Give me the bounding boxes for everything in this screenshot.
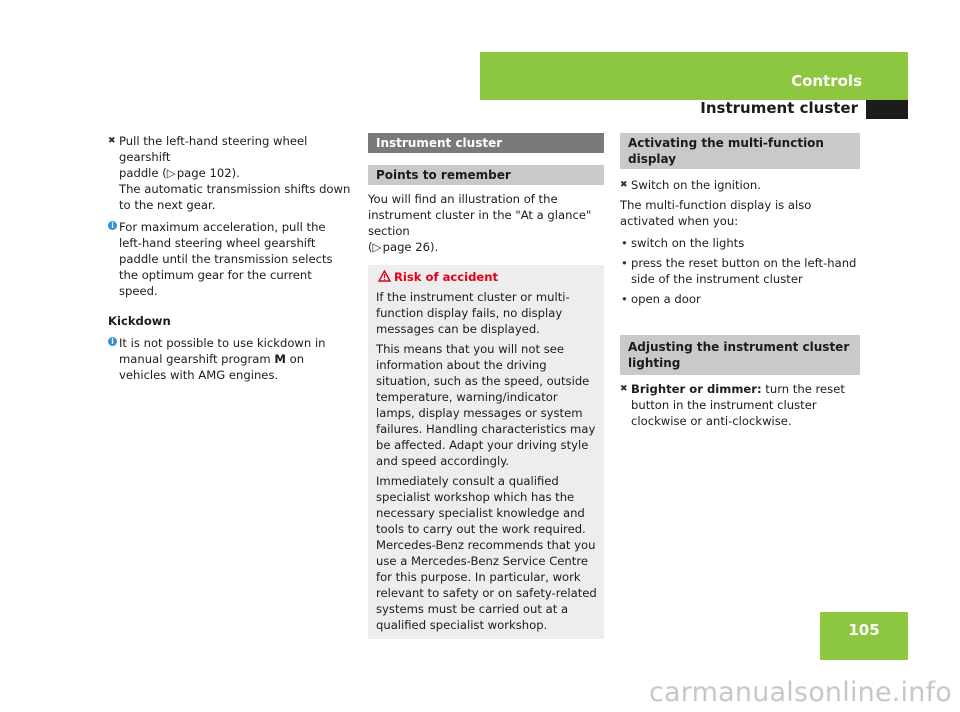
subsection-title: Points to remember [368,165,604,185]
info-icon: i [108,221,117,230]
step-result: The automatic transmission shifts down to the next gear. [119,182,351,212]
note-kickdown-bold: M [274,352,286,366]
list-item [620,255,860,287]
warning-paragraph-1: If the instrument cluster or multi-function display fails, no display messages can be displayed. [376,290,570,336]
step-ignition [620,177,860,193]
section-lighting-title: Adjusting the instrument cluster lighting [620,335,860,375]
note-kickdown [108,335,352,383]
warning-paragraph-2: This means that you will not see information about the driving situation, such as the speed, outside temperature, warning/indicator lamps, display messages or system failures. Handling characteristics may be affected. Adapt your driving style and speed accordingly. [376,342,596,468]
column-middle [368,133,604,639]
bullet-icon: • [621,256,628,270]
page-ref-arrow-icon: ▷ [372,240,383,254]
page-number: 105 [848,621,880,639]
note-acceleration [108,219,352,299]
intro-text: You will find an illustration of the instrument cluster in the "At a glance" section (▷ page 26). [368,192,592,254]
list-item-text: switch on the lights [631,236,745,250]
step-brightness [620,381,860,429]
intro-part1: You will find an illustration of the instrument cluster in the "At a glance" section [368,192,592,238]
warning-box [368,265,604,639]
step-text: Pull the left-hand steering wheel gearshift [119,134,308,164]
section-tab-label: Controls [791,72,862,90]
list-item [620,235,860,251]
column-left [108,133,352,383]
list-item-text: open a door [631,292,701,306]
intro-page-ref[interactable]: page 26). [382,240,439,254]
arrow-icon: ✖ [620,384,628,394]
note-kickdown-text [119,335,352,383]
page-title: Instrument cluster [700,99,858,117]
section-title: Instrument cluster [368,133,604,153]
also-activated-text: The multi-function display is also activated when you: [620,198,812,228]
column-right [620,133,860,429]
section-tab [480,52,908,100]
warning-title-row [368,269,598,285]
arrow-icon: ✖ [108,136,116,146]
arrow-icon: ✖ [620,180,628,190]
warning-title: Risk of accident [394,270,499,284]
note-kickdown-a: It is not possible to use kickdown in manual gearshift program [119,336,326,366]
header-marker [866,100,908,119]
step-brightness-text: turn the reset button in the instrument cluster clockwise or anti-clockwise. [631,382,845,428]
list-item [620,291,860,307]
step-brightness-bold: Brighter or dimmer: [631,382,762,396]
bullet-icon: • [621,292,628,306]
step-ignition-text: Switch on the ignition. [631,178,761,192]
kickdown-heading: Kickdown [108,314,171,328]
warning-triangle-icon [378,270,391,286]
note-kickdown-b: on vehicles with AMG engines. [119,352,305,382]
watermark: carmanualsonline.info [649,677,952,708]
page-ref[interactable]: page 102). [176,166,240,180]
note-text: For maximum acceleration, pull the left-hand steering wheel gearshift paddle until the transmission selects the optimum gear for the current speed. [119,220,333,298]
page-number-box [820,612,908,660]
section-activating-title: Activating the multi-function display [620,133,860,169]
warning-paragraph-3: Immediately consult a qualified specialist workshop which has the necessary specialist knowledge and tools to carry out the work required. Mercedes-Benz recommends that you use a Mercedes-Benz Service Centre for this purpose. In particular, work relevant to safety or on safety-related systems must be carried out at a qualified specialist workshop. [376,474,597,632]
step-pull-paddle [108,133,352,181]
step-text-2 [119,165,352,181]
info-icon: i [108,337,117,346]
bullet-icon: • [621,236,628,250]
step-text-2a: paddle ( [119,166,167,180]
list-item-text: press the reset button on the left-hand side of the instrument cluster [631,256,857,286]
page-ref-arrow-icon: ▷ [166,166,177,180]
